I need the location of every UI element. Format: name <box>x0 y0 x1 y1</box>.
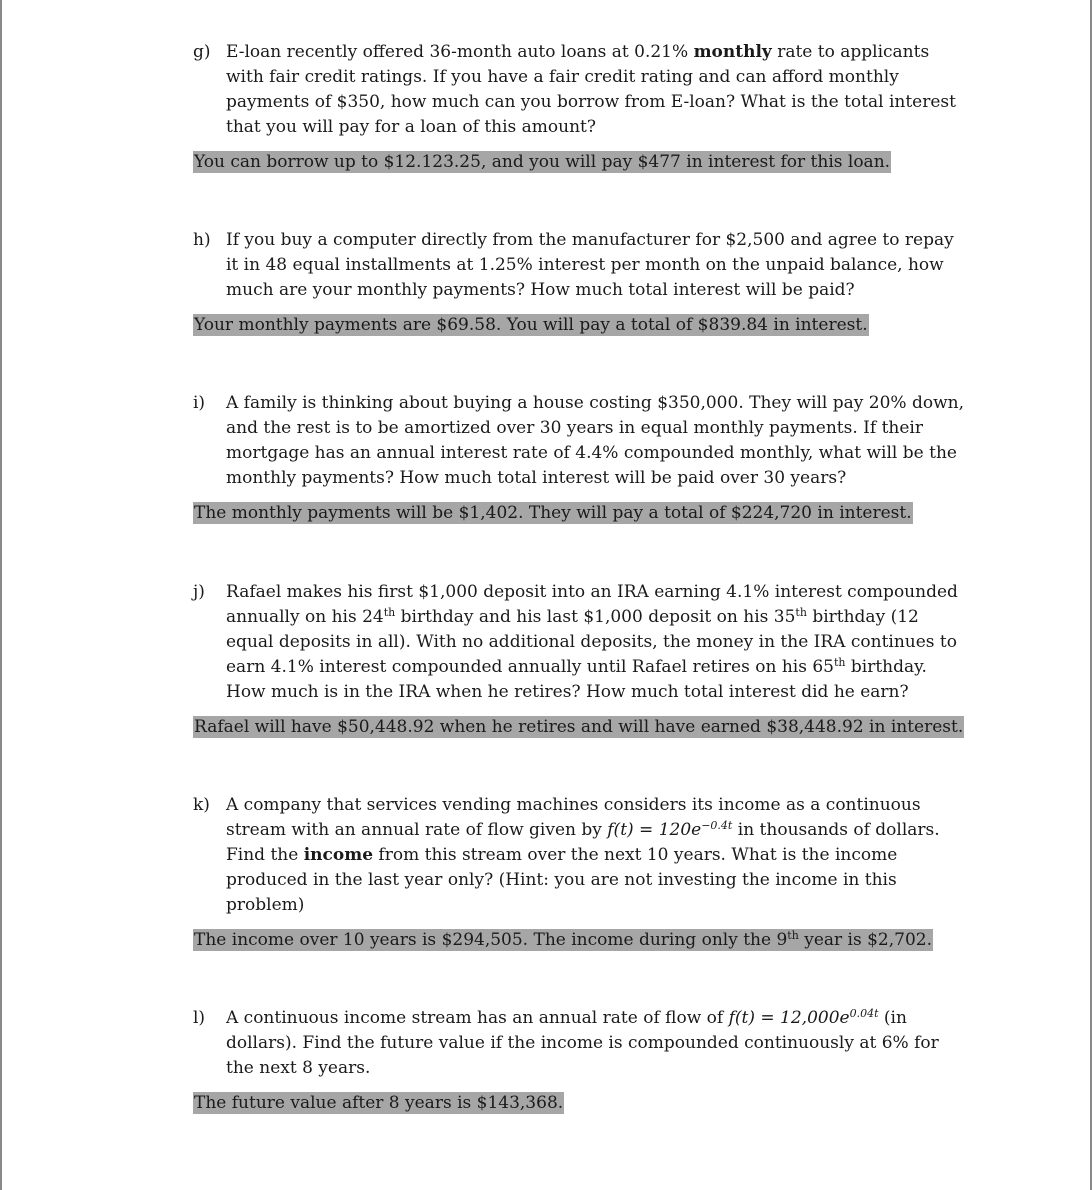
answer-k: The income over 10 years is $294,505. The income during only the 9th year is $2,702. <box>194 929 932 950</box>
problem-label: g) <box>193 42 211 62</box>
answer-l: The future value after 8 years is $143,368. <box>194 1093 564 1113</box>
superscript: th <box>383 606 396 619</box>
page-border-left <box>0 0 2 1190</box>
formula: f(t) = 12,000e <box>728 1008 850 1028</box>
problem-k <box>193 793 973 918</box>
bold-text: income <box>303 845 374 865</box>
problem-h <box>193 228 973 303</box>
formula: f(t) = 120e <box>607 820 702 840</box>
superscript: th <box>795 606 807 619</box>
answer-i: The monthly payments will be $1,402. They will pay a total of $224,720 in interest. <box>194 503 912 523</box>
problem-text: A continuous income stream has an annual rate of flow of $f(t) = 12,000e^{0.04t}$ (in dollars). Find the future value if the income is compounded continuously at 6% for the next 8 years. <box>226 1007 939 1078</box>
problem-text: Rafael makes his first $1,000 deposit into an IRA earning 4.1% interest compounded annually on his 24th birthday and his last $1,000 deposit on his 35th birthday (12 equal deposits in all). With no additional deposits, the money in the IRA continues to earn 4.1% interest compounded annually until Rafael retires on his 65th birthday. How much is in the IRA when he retires? How much total interest did he earn? <box>226 582 958 702</box>
problem-text: If you buy a computer directly from the manufacturer for $2,500 and agree to repay it in 48 equal installments at 1.25% interest per month on the unpaid balance, how much are your monthly payments? How much total interest will be paid? <box>226 230 954 300</box>
answer-h: Your monthly payments are $69.58. You will pay a total of $839.84 in interest. <box>194 315 868 335</box>
problem-i <box>193 391 973 491</box>
problem-label: h) <box>193 230 211 250</box>
problem-text: A family is thinking about buying a house costing $350,000. They will pay 20% down, and the rest is to be amortized over 30 years in equal monthly payments. If their mortgage has an annual interest rate of 4.4% compounded monthly, what will be the monthly payments? How much total interest will be paid over 30 years? <box>226 393 964 488</box>
problem-text: E-loan recently offered 36-month auto loans at 0.21% monthly rate to applicants with fair credit ratings. If you have a fair credit rating and can afford monthly payments of $350, how much can you borrow from E-loan? What is the total interest that you will pay for a loan of this amount? <box>226 42 956 137</box>
problem-label: l) <box>193 1008 206 1028</box>
problem-label: i) <box>193 393 206 413</box>
superscript: th <box>787 929 799 942</box>
problem-text: A company that services vending machines considers its income as a continuous stream with an annual rate of flow given by $f(t) = 120e^{-0.4t}$ in thousands of dollars. Find the income from this stream over the next 10 years. What is the income produced in the last year only? (Hint: you are not investing the income in this problem) <box>226 795 940 915</box>
problem-label: k) <box>193 795 210 815</box>
formula-exponent: 0.04t <box>849 1007 879 1020</box>
formula-exponent: −0.4t <box>701 819 733 832</box>
answer-j: Rafael will have $50,448.92 when he retires and will have earned $38,448.92 in interest. <box>194 717 964 737</box>
problem-j <box>193 580 973 705</box>
bold-text: monthly <box>693 42 772 62</box>
document-content <box>193 40 973 1114</box>
problem-l <box>193 1006 973 1081</box>
problem-label: j) <box>193 582 205 602</box>
problem-g <box>193 40 973 140</box>
answer-g: You can borrow up to $12.123.25, and you will pay $477 in interest for this loan. <box>194 152 891 172</box>
superscript: th <box>833 656 846 669</box>
